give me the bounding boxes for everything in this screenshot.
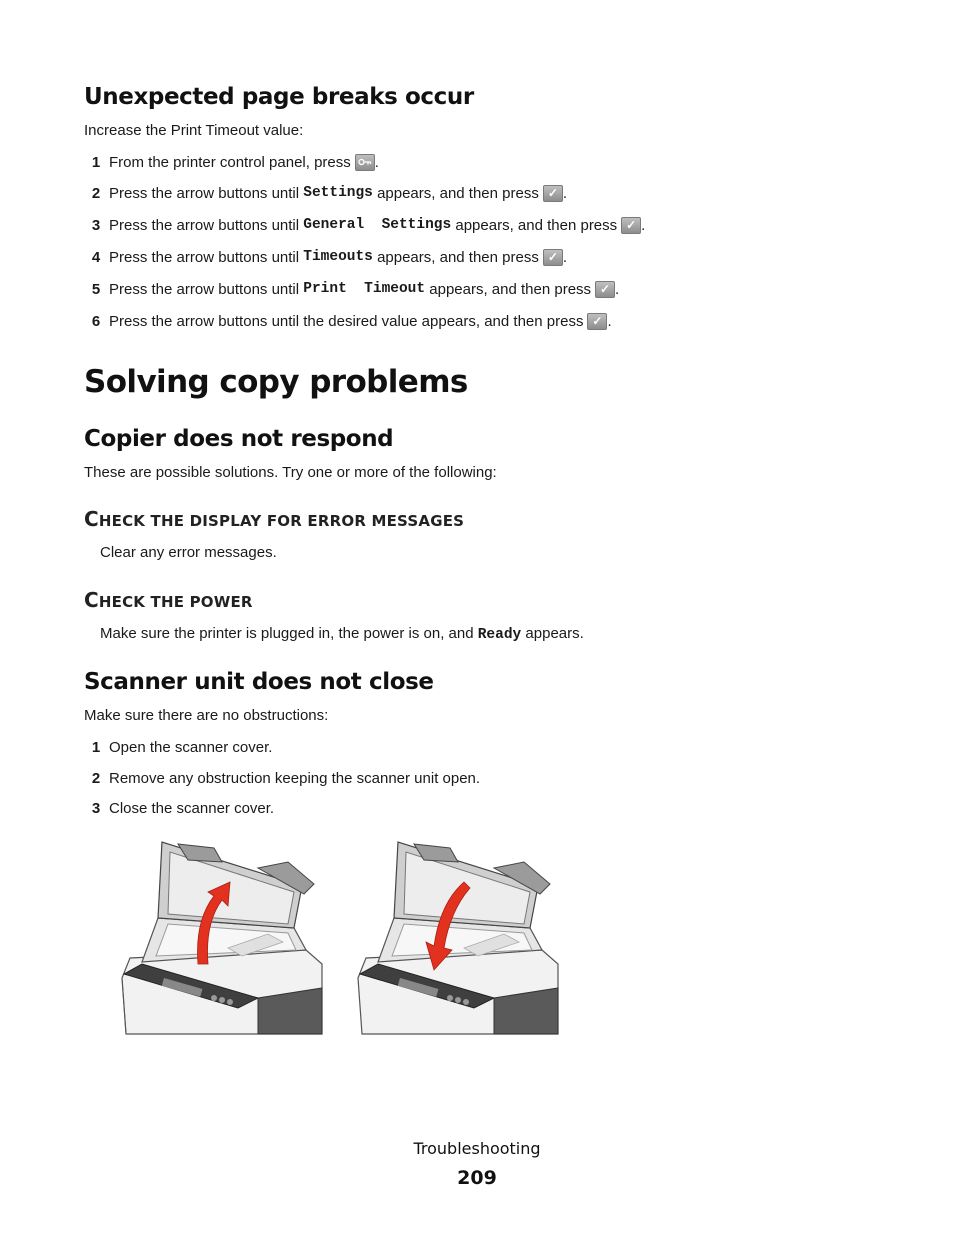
step-number: 2 xyxy=(91,184,101,202)
intro-text: Make sure there are no obstructions: xyxy=(84,707,329,724)
menu-key-icon xyxy=(355,154,375,171)
intro-text: Increase the Print Timeout value: xyxy=(84,122,304,139)
step-text: appears, and then press xyxy=(377,184,539,202)
step-number: 4 xyxy=(91,248,101,266)
step-number: 3 xyxy=(91,216,101,234)
step-text: Press the arrow buttons until xyxy=(109,184,300,202)
solution-text: Clear any error messages. xyxy=(100,544,277,561)
solution-text: Make sure the printer is plugged in, the power is on, and Ready appears. xyxy=(100,625,584,643)
scanner-close-illustration xyxy=(354,838,564,1041)
list-item: 1 From the printer control panel, press . xyxy=(84,152,379,172)
step-text: Press the arrow buttons until xyxy=(109,216,300,234)
step-text: Open the scanner cover. xyxy=(109,738,273,756)
select-check-icon: ✓ xyxy=(587,313,607,330)
list-item: 4 Press the arrow buttons until Timeouts appears, and then press ✓ . xyxy=(84,247,567,267)
footer-section-label: Troubleshooting xyxy=(413,1139,541,1158)
select-check-icon: ✓ xyxy=(543,249,563,266)
step-number: 3 xyxy=(91,799,101,817)
step-text: appears, and then press xyxy=(377,248,539,266)
step-number: 6 xyxy=(91,312,101,330)
intro-text: These are possible solutions. Try one or more of the following: xyxy=(84,464,497,481)
select-check-icon: ✓ xyxy=(595,281,615,298)
page-number: 209 xyxy=(457,1167,497,1189)
select-check-icon: ✓ xyxy=(621,217,641,234)
section-heading-page-breaks: Unexpected page breaks occur xyxy=(84,84,474,110)
step-number: 1 xyxy=(91,153,101,171)
select-check-icon: ✓ xyxy=(543,185,563,202)
list-item xyxy=(84,768,480,788)
menu-item-code: Timeouts xyxy=(303,249,373,265)
list-item xyxy=(84,798,274,818)
step-number: 1 xyxy=(91,738,101,756)
step-text: appears, and then press xyxy=(455,216,618,234)
step-number: 5 xyxy=(91,280,101,298)
chapter-heading: Solving copy problems xyxy=(84,364,468,400)
list-item: 2 Press the arrow buttons until Settings appears, and then press ✓ . xyxy=(84,183,567,203)
list-item xyxy=(84,737,272,757)
list-item: 5 Press the arrow buttons until Print Timeout appears, and then press ✓ . xyxy=(84,279,619,299)
step-number: 2 xyxy=(91,769,101,787)
step-text: Close the scanner cover. xyxy=(109,799,275,817)
list-item: 3 Press the arrow buttons until General Settings appears, and then press ✓ . xyxy=(84,215,645,235)
list-item: 6 Press the arrow buttons until the desired value appears, and then press ✓ . xyxy=(84,311,612,331)
menu-item-code: Print Timeout xyxy=(303,281,426,297)
step-text: Press the arrow buttons until xyxy=(109,280,300,298)
step-text: appears, and then press xyxy=(429,280,592,298)
menu-item-code: Settings xyxy=(303,185,373,201)
section-heading-copier: Copier does not respond xyxy=(84,426,394,452)
menu-item-code: General Settings xyxy=(303,217,452,233)
scanner-open-illustration xyxy=(118,838,328,1041)
status-code: Ready xyxy=(477,627,522,643)
subheading-check-power: CHECK THE POWER xyxy=(84,588,253,612)
step-text: Press the arrow buttons until the desired value appears, and then press xyxy=(109,312,584,330)
step-text: Press the arrow buttons until xyxy=(109,248,300,266)
step-text: From the printer control panel, press xyxy=(109,153,351,171)
section-heading-scanner: Scanner unit does not close xyxy=(84,669,434,695)
step-text: Remove any obstruction keeping the scanner unit open. xyxy=(109,769,481,787)
subheading-check-display: CHECK THE DISPLAY FOR ERROR MESSAGES xyxy=(84,507,465,531)
